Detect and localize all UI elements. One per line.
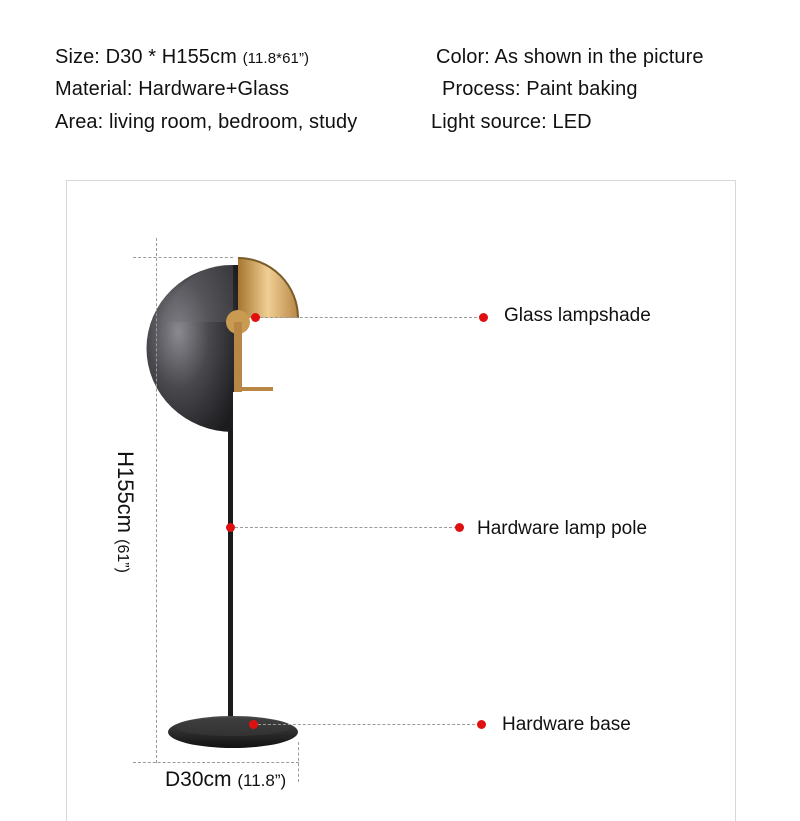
spec-size-note: (11.8*61”) (242, 50, 310, 67)
height-note: (61”) (114, 539, 131, 573)
width-note: (11.8”) (237, 771, 287, 790)
lampshade-origin-dot (251, 313, 260, 322)
lamp-pole (228, 388, 233, 724)
pole-label: Hardware lamp pole (477, 518, 648, 539)
width-guide-right (298, 742, 299, 782)
base-leader-line (258, 724, 480, 725)
width-guide-bottom (133, 762, 299, 763)
height-dimension-label (112, 451, 138, 573)
pole-callout-dot (455, 523, 464, 532)
spec-process: Process: Paint baking (442, 78, 638, 100)
height-guide-top (133, 257, 233, 258)
base-origin-dot (249, 720, 258, 729)
pole-origin-dot (226, 523, 235, 532)
spec-size-main: Size: D30 * H155cm (55, 46, 237, 68)
spec-light-source: Light source: LED (431, 111, 592, 133)
base-callout-dot (477, 720, 486, 729)
spec-color: Color: As shown in the picture (436, 46, 704, 68)
height-main: H155cm (113, 451, 138, 534)
height-guide-line (156, 238, 157, 763)
lamp-neck (234, 322, 242, 392)
spec-material: Material: Hardware+Glass (55, 78, 290, 100)
spec-area: Area: living room, bedroom, study (55, 111, 358, 133)
lampshade-label: Glass lampshade (504, 305, 651, 326)
base-label: Hardware base (502, 714, 631, 735)
pole-leader-line (235, 527, 457, 528)
width-dimension-label (165, 768, 286, 792)
width-main: D30cm (165, 768, 232, 791)
lampshade-leader-line (260, 317, 482, 318)
lampshade-callout-dot (479, 313, 488, 322)
lamp-base-top (175, 718, 291, 736)
